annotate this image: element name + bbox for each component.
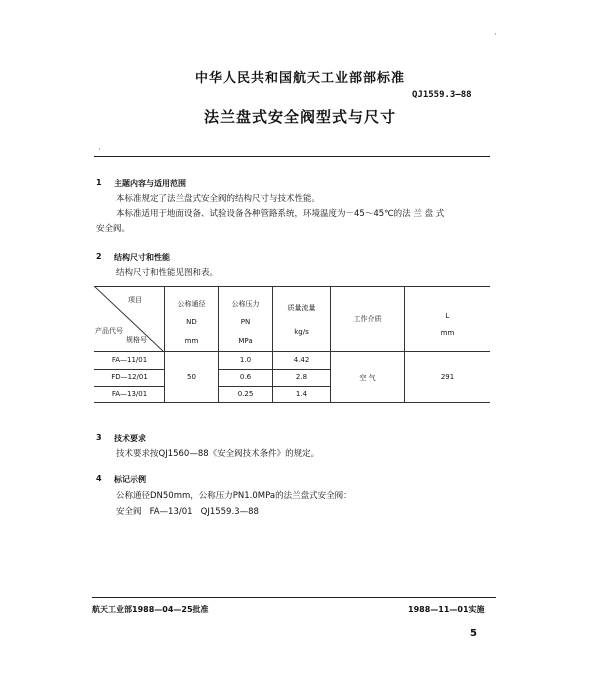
footer-rule	[92, 597, 496, 598]
section-4-para-1: 公称通径DN50mm，公称压力PN1.0MPa的法兰盘式安全阀：	[116, 491, 352, 501]
header-pn-symbol: PN	[240, 318, 251, 326]
section-2-title: 结构尺寸和性能	[114, 253, 170, 262]
table-row-rule	[94, 369, 164, 370]
table-row-code: FA—11/01	[111, 356, 148, 364]
header-pn: 公称压力	[231, 300, 260, 308]
table-row-pn: 1.0	[239, 356, 252, 364]
table-row-rule	[218, 386, 330, 387]
table-row-rule	[218, 369, 330, 370]
section-2-number: 2	[96, 252, 102, 261]
table-row-pn: 0.6	[239, 373, 252, 381]
section-1-number: 1	[96, 178, 102, 187]
header-flow-unit: kg/s	[294, 328, 309, 336]
header-spec-no: 规格号	[126, 336, 147, 344]
shared-dn: 50	[187, 373, 196, 381]
section-1-para-2: 本标准适用于地面设备、试验设备各种管路系统，环境温度为－45～45℃的法 兰 盘 式	[116, 209, 445, 219]
header-flow: 质量流量	[287, 304, 316, 312]
implementation-date: 1988—11—01实施	[408, 605, 485, 614]
section-4-title: 标记示例	[114, 475, 146, 484]
section-1-title: 主题内容与适用范围	[114, 179, 186, 188]
header-pn-unit: MPa	[238, 337, 253, 345]
section-3-para-1: 技术要求按QJ1560—88《安全阀技术条件》的规定。	[116, 449, 320, 459]
table-row-rule	[94, 386, 164, 387]
section-1-para-1: 本标准规定了法兰盘式安全阀的结构尺寸与技术性能。	[116, 194, 321, 204]
section-4-number: 4	[96, 474, 102, 483]
header-dn-unit: mm	[184, 337, 199, 345]
section-3-number: 3	[96, 433, 102, 442]
table-row-code: FD—12/01	[111, 373, 148, 381]
table-row-flow: 1.4	[295, 390, 308, 398]
header-medium: 工作介质	[353, 315, 382, 323]
issuing-organization: 中华人民共和国航天工业部部标准	[194, 71, 405, 86]
header-l: L	[445, 312, 450, 320]
shared-medium: 空 气	[359, 374, 376, 382]
section-2-para-1: 结构尺寸和性能见图和表。	[116, 268, 219, 278]
document-title: 法兰盘式安全阀型式与尺寸	[203, 108, 396, 126]
table-row-flow: 2.8	[295, 373, 308, 381]
approval-date: 航天工业部1988—04—25批准	[92, 605, 209, 614]
header-item: 项目	[128, 296, 142, 304]
standard-number: QJ1559.3—88	[412, 90, 472, 100]
shared-length: 291	[440, 373, 455, 381]
header-dn: 公称通径	[177, 300, 206, 308]
table-bottom-rule	[94, 402, 490, 403]
header-l-unit: mm	[440, 329, 455, 337]
section-4-para-2: 安全阀 FA—13/01 QJ1559.3—88	[116, 507, 259, 517]
section-1-para-3: 安全阀。	[96, 224, 131, 234]
table-row-pn: 0.25	[237, 390, 254, 398]
table-row-code: FA—13/01	[111, 390, 148, 398]
table-col-rule	[404, 286, 405, 402]
header-dn-symbol: ND	[186, 318, 197, 326]
header-product-code: 产品代号	[95, 327, 123, 335]
page-number: 5	[470, 628, 477, 639]
header-rule	[94, 156, 490, 157]
table-col-rule	[330, 286, 331, 402]
section-3-title: 技术要求	[114, 434, 146, 443]
scan-mark: ·	[98, 145, 101, 155]
scan-mark: ·	[494, 30, 497, 40]
table-row-flow: 4.42	[293, 356, 310, 364]
